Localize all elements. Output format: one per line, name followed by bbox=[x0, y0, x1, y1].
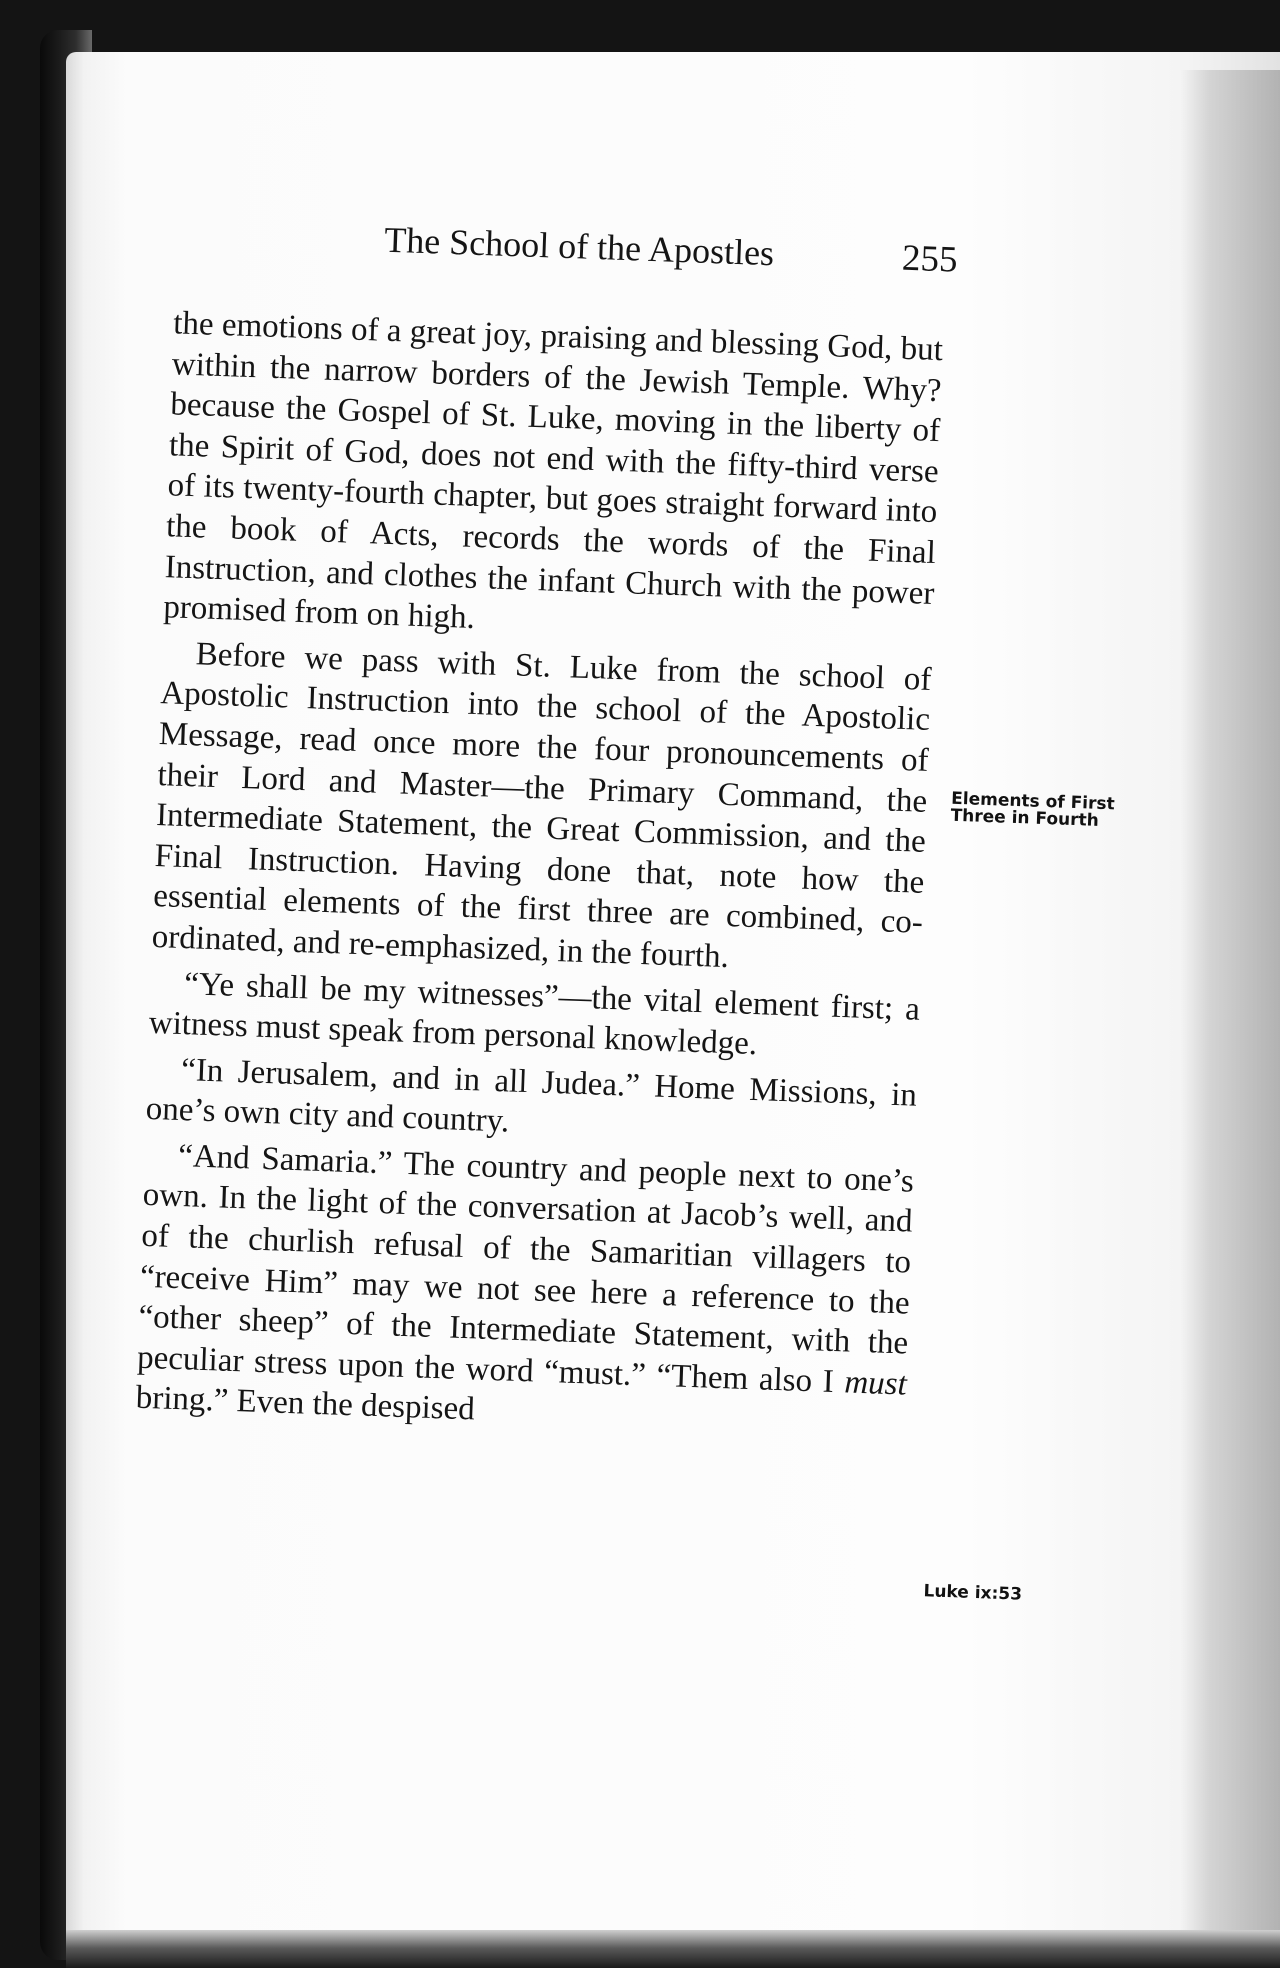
paragraph-5 bbox=[135, 1135, 914, 1446]
paragraph-5-tail-end: bring.” Even the despised bbox=[135, 1380, 476, 1428]
margin-note-elements: Elements of First Three in Fourth bbox=[950, 788, 1116, 831]
emphasized-word: must bbox=[843, 1364, 908, 1403]
paragraph-2: Before we pass with St. Luke from the school of Apostolic Instruction into the school of the Apostolic Message, read once more the four pronouncements of their Lord and Master—the Primary Command, the Intermediate Statement, the Great Commission, and the Final Instruction. Having done that, note how the essential elements of the first three are combined, co-ordinated, and re-emphasized, in the fourth. bbox=[151, 636, 932, 975]
page-number: 255 bbox=[901, 237, 959, 281]
running-head: The School of the Apostles bbox=[383, 219, 775, 274]
paragraph-4: “In Jerusalem, and in all Judea.” Home Missions, in one’s own city and country. bbox=[145, 1051, 918, 1140]
margin-note-luke-reference: Luke ix:53 bbox=[923, 1581, 1023, 1605]
paragraph-5-tail-start: “Them also I bbox=[656, 1357, 846, 1401]
paragraph-3: “Ye shall be my witnesses”—the vital element first; a witness must speak from personal knowledge. bbox=[148, 965, 921, 1063]
page-header bbox=[365, 218, 986, 290]
paragraph-1: the emotions of a great joy, praising and blessing God, but within the narrow borders of the Jewish Temple. Why? because the Gospel of St. Luke, moving in the liberty of the Spirit of God, does not end with the fifty-third verse of its twenty-fourth chapter, but goes straight forward into the book of Acts, records the words of the Final Instruction, and clothes the infant Church with the power promised from on high. bbox=[162, 305, 944, 637]
body-text bbox=[135, 303, 944, 1450]
paragraph-5-text: “And Samaria.” The country and people next to one’s own. In the light of the conversation at Jacob’s well, and of the churlish refusal of the Samaritian villagers to “receive Him” may we not see here a reference to the “other sheep” of the Intermediate Statement, with the peculiar stress upon the word “must.” bbox=[136, 1137, 915, 1394]
